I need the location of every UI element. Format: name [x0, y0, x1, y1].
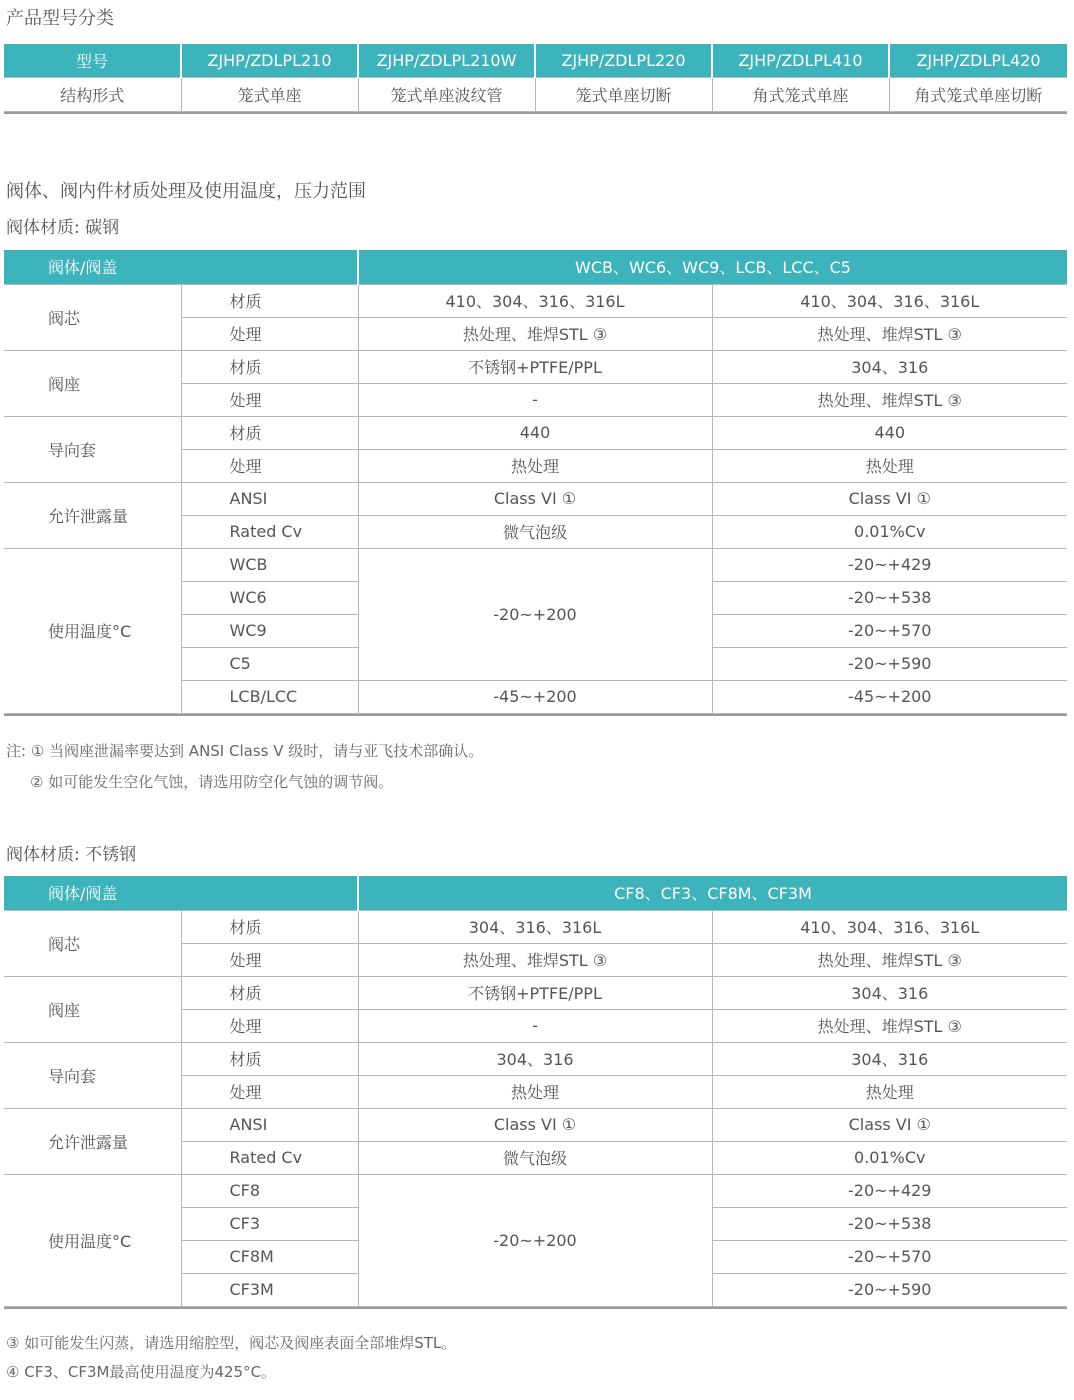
table-cell: Class VI ①	[712, 1108, 1067, 1141]
table-row	[4, 77, 1067, 111]
sub-label: 处理	[181, 317, 358, 350]
table-cell: 笼式单座波纹管	[358, 77, 535, 111]
table-cell: -20~+429	[712, 548, 1067, 581]
table-cell: 不锈钢+PTFE/PPL	[358, 350, 712, 383]
table-cell: 440	[712, 416, 1067, 449]
sub-label: LCB/LCC	[181, 680, 358, 713]
table-cell: 热处理	[712, 1075, 1067, 1108]
table-row	[4, 548, 1067, 581]
sub-label: WC9	[181, 614, 358, 647]
table-row	[4, 1042, 1067, 1075]
row-label: 阀芯	[4, 910, 181, 976]
sub-label: 材质	[181, 910, 358, 943]
table-row	[4, 482, 1067, 515]
table-row	[4, 1174, 1067, 1207]
header-cell: ZJHP/ZDLPL410	[712, 44, 889, 77]
table-cell: 热处理、堆焊STL ③	[712, 943, 1067, 976]
footnote: ② 如可能发生空化气蚀，请选用防空化气蚀的调节阀。	[30, 773, 394, 791]
sub-label: 材质	[181, 416, 358, 449]
sub-label: CF8M	[181, 1240, 358, 1273]
footnote: 注: ① 当阀座泄漏率要达到 ANSI Class V 级时，请与亚飞技术部确认。	[6, 742, 484, 760]
table-cell: -20~+590	[712, 1273, 1067, 1306]
row-label: 允许泄露量	[4, 1108, 181, 1174]
table-cell: 热处理、堆焊STL ③	[712, 317, 1067, 350]
sub-label: CF3M	[181, 1273, 358, 1306]
sub-label: 材质	[181, 284, 358, 317]
table-cell: 角式笼式单座	[712, 77, 889, 111]
sub-label: WC6	[181, 581, 358, 614]
table-cell: -45~+200	[358, 680, 712, 713]
sub-label: 处理	[181, 383, 358, 416]
header-cell: ZJHP/ZDLPL210W	[358, 44, 535, 77]
table-cell: 304、316	[712, 976, 1067, 1009]
sub-label: 材质	[181, 1042, 358, 1075]
table-cell: 热处理、堆焊STL ③	[712, 1009, 1067, 1042]
table-cell: 热处理、堆焊STL ③	[712, 383, 1067, 416]
table-cell: Class VI ①	[712, 482, 1067, 515]
table-cell: 410、304、316、316L	[358, 284, 712, 317]
table-row	[4, 976, 1067, 1009]
stainless-steel-table	[4, 876, 1067, 1307]
sub-label: 处理	[181, 1075, 358, 1108]
table-cell: 0.01%Cv	[712, 1141, 1067, 1174]
header-cell: ZJHP/ZDLPL220	[535, 44, 712, 77]
sub-label: ANSI	[181, 482, 358, 515]
sub-label: C5	[181, 647, 358, 680]
table-row	[4, 284, 1067, 317]
table-bottom-rule	[4, 714, 1067, 716]
merged-cell: -20~+200	[358, 548, 712, 680]
table-bottom-rule	[4, 1307, 1067, 1309]
table-cell: -20~+570	[712, 1240, 1067, 1273]
table-cell: -45~+200	[712, 680, 1067, 713]
table-cell: 304、316	[358, 1042, 712, 1075]
row-label: 导向套	[4, 416, 181, 482]
table-cell: -	[358, 383, 712, 416]
table-bottom-rule	[4, 112, 1067, 114]
header-label: 阀体/阀盖	[4, 250, 358, 284]
sub-label: ANSI	[181, 1108, 358, 1141]
sub-label: CF8	[181, 1174, 358, 1207]
table-cell: Class VI ①	[358, 482, 712, 515]
table-cell: Class VI ①	[358, 1108, 712, 1141]
row-label: 允许泄露量	[4, 482, 181, 548]
table-row	[4, 416, 1067, 449]
table-cell: 热处理、堆焊STL ③	[358, 943, 712, 976]
footnote: ④ CF3、CF3M最高使用温度为425°C。	[6, 1363, 277, 1381]
table-cell: -20~+590	[712, 647, 1067, 680]
model-table-header	[4, 44, 1067, 77]
table-cell: -20~+570	[712, 614, 1067, 647]
table-cell: 304、316、316L	[358, 910, 712, 943]
header-cell: ZJHP/ZDLPL210	[181, 44, 358, 77]
sub-label: 处理	[181, 449, 358, 482]
header-value: CF8、CF3、CF8M、CF3M	[358, 876, 1067, 910]
table-cell: 410、304、316、316L	[712, 284, 1067, 317]
table-cell: 热处理、堆焊STL ③	[358, 317, 712, 350]
row-label: 阀座	[4, 350, 181, 416]
footnote: ③ 如可能发生闪蒸，请选用缩腔型，阀芯及阀座表面全部堆焊STL。	[6, 1334, 457, 1352]
sub-label: 处理	[181, 1009, 358, 1042]
table-row	[4, 350, 1067, 383]
subtitle-carbon-steel: 阀体材质: 碳钢	[6, 218, 120, 238]
section-title-product-models: 产品型号分类	[6, 8, 114, 29]
merged-cell: -20~+200	[358, 1174, 712, 1306]
header-value: WCB、WC6、WC9、LCB、LCC、C5	[358, 250, 1067, 284]
table-cell: 410、304、316、316L	[712, 910, 1067, 943]
table-cell: 热处理	[358, 449, 712, 482]
table-cell: 热处理	[358, 1075, 712, 1108]
table-cell: 0.01%Cv	[712, 515, 1067, 548]
carbon-steel-table	[4, 250, 1067, 714]
header-cell: ZJHP/ZDLPL420	[889, 44, 1067, 77]
table-cell: 微气泡级	[358, 1141, 712, 1174]
table-header	[4, 250, 1067, 284]
table-cell: 440	[358, 416, 712, 449]
table-cell: 热处理	[712, 449, 1067, 482]
header-cell: 型号	[4, 44, 181, 77]
row-label: 导向套	[4, 1042, 181, 1108]
table-cell: 微气泡级	[358, 515, 712, 548]
table-cell: 笼式单座切断	[535, 77, 712, 111]
table-cell: 304、316	[712, 1042, 1067, 1075]
table-header	[4, 876, 1067, 910]
table-cell: 角式笼式单座切断	[889, 77, 1067, 111]
sub-label: Rated Cv	[181, 1141, 358, 1174]
sub-label: 材质	[181, 976, 358, 1009]
sub-label: WCB	[181, 548, 358, 581]
model-table	[4, 44, 1067, 112]
table-cell: 结构形式	[4, 77, 181, 111]
section-title-materials: 阀体、阀内件材质处理及使用温度，压力范围	[6, 181, 366, 202]
table-cell: 304、316	[712, 350, 1067, 383]
table-row	[4, 910, 1067, 943]
table-cell: -	[358, 1009, 712, 1042]
sub-label: Rated Cv	[181, 515, 358, 548]
table-cell: -20~+538	[712, 1207, 1067, 1240]
table-cell: 不锈钢+PTFE/PPL	[358, 976, 712, 1009]
row-label: 使用温度°C	[4, 548, 181, 713]
table-cell: -20~+429	[712, 1174, 1067, 1207]
table-cell: -20~+538	[712, 581, 1067, 614]
header-label: 阀体/阀盖	[4, 876, 358, 910]
row-label: 阀座	[4, 976, 181, 1042]
row-label: 阀芯	[4, 284, 181, 350]
table-row	[4, 1108, 1067, 1141]
sub-label: 处理	[181, 943, 358, 976]
row-label: 使用温度°C	[4, 1174, 181, 1306]
sub-label: CF3	[181, 1207, 358, 1240]
sub-label: 材质	[181, 350, 358, 383]
table-cell: 笼式单座	[181, 77, 358, 111]
subtitle-stainless-steel: 阀体材质: 不锈钢	[6, 845, 137, 865]
